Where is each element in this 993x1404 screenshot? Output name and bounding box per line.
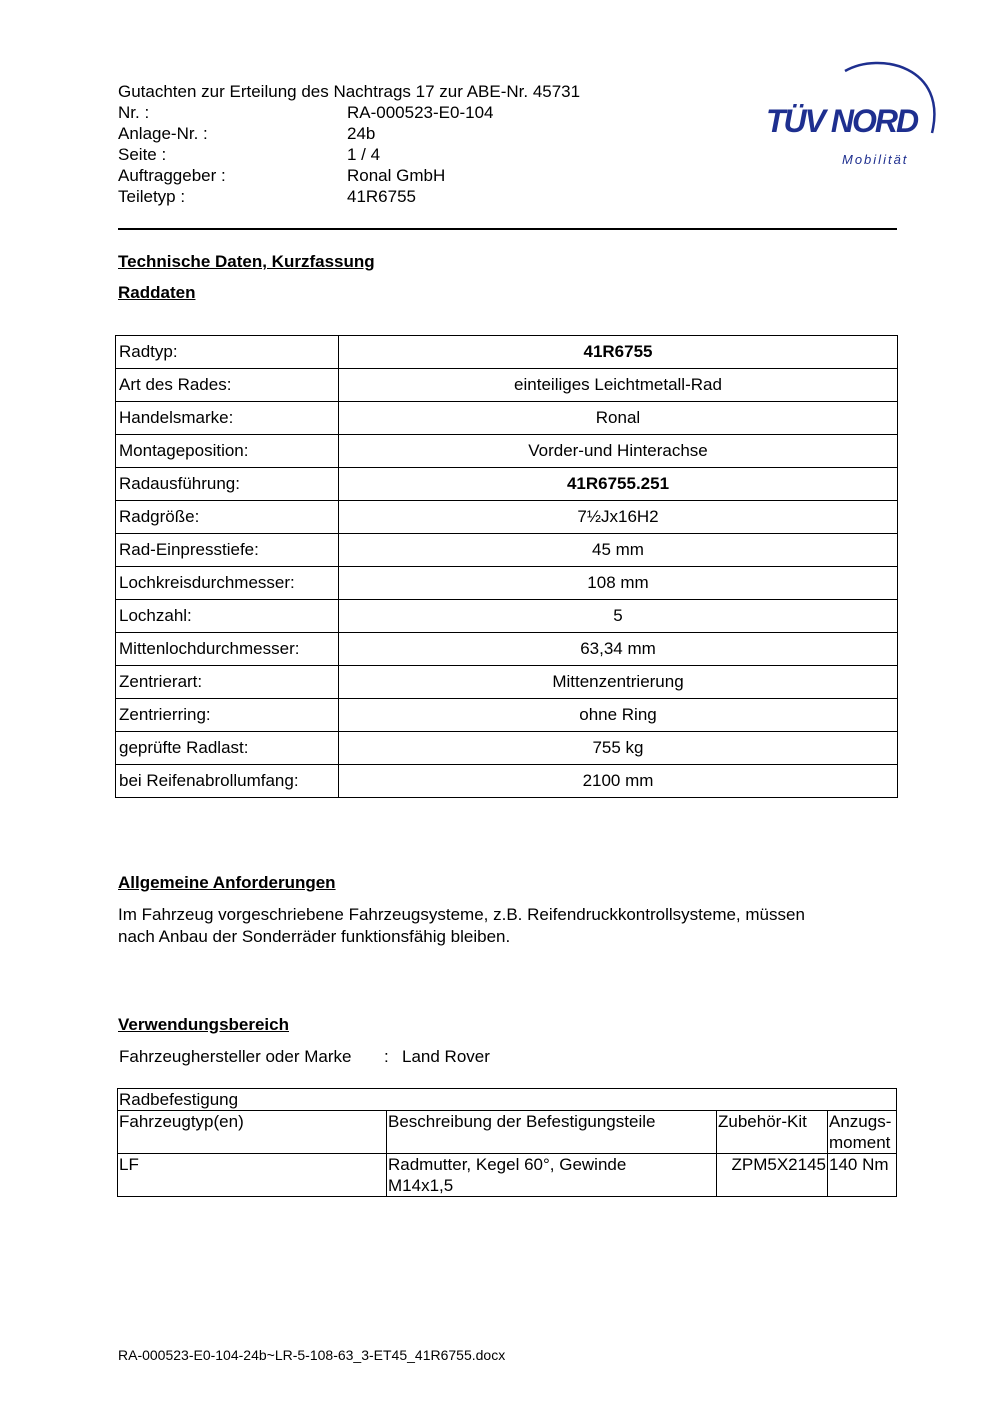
raddaten-label: geprüfte Radlast: — [116, 732, 339, 765]
raddaten-value: 7½Jx16H2 — [339, 501, 898, 534]
logo-subtitle: Mobilität — [842, 152, 909, 167]
raddaten-label: Lochzahl: — [116, 600, 339, 633]
raddaten-value: ohne Ring — [339, 699, 898, 732]
header-label-nr: Nr. : — [118, 103, 150, 122]
raddaten-value: 2100 mm — [339, 765, 898, 798]
header-value-auftraggeber: Ronal GmbH — [347, 166, 446, 185]
raddaten-value: 45 mm — [339, 534, 898, 567]
cell-beschreibung-line-1: Radmutter, Kegel 60°, Gewinde — [388, 1155, 627, 1174]
section-heading-verwendungsbereich: Verwendungsbereich — [118, 1015, 289, 1034]
raddaten-value: einteiliges Leichtmetall-Rad — [339, 369, 898, 402]
table-row — [116, 336, 898, 369]
header-value-seite: 1 / 4 — [347, 145, 381, 164]
manufacturer-separator: : — [384, 1047, 389, 1066]
table-row — [116, 369, 898, 402]
raddaten-value: 5 — [339, 600, 898, 633]
section-subheading-raddaten: Raddaten — [118, 283, 196, 302]
raddaten-value: 41R6755 — [339, 336, 898, 369]
raddaten-label: Mittenlochdurchmesser: — [116, 633, 339, 666]
tuev-nord-logo — [760, 55, 945, 175]
cell-beschreibung — [387, 1154, 717, 1197]
table-row — [116, 699, 898, 732]
document-title: Gutachten zur Erteilung des Nachtrags 17 zur ABE-Nr. 45731 — [118, 82, 581, 101]
header-value-anlage: 24b — [347, 124, 376, 143]
table-row — [116, 633, 898, 666]
manufacturer-label: Fahrzeughersteller oder Marke — [119, 1047, 352, 1066]
raddaten-value: 63,34 mm — [339, 633, 898, 666]
raddaten-label: Handelsmarke: — [116, 402, 339, 435]
manufacturer-value: Land Rover — [402, 1047, 490, 1066]
header-divider — [118, 228, 897, 230]
header-value-nr: RA-000523-E0-104 — [347, 103, 494, 122]
table-row — [116, 732, 898, 765]
table-row — [116, 765, 898, 798]
cell-fahrzeugtyp: LF — [118, 1154, 387, 1197]
anforderungen-text — [118, 904, 888, 948]
table-row — [116, 567, 898, 600]
raddaten-label: Radausführung: — [116, 468, 339, 501]
radbefestigung-title: Radbefestigung — [118, 1089, 897, 1111]
table-row — [116, 666, 898, 699]
table-row — [116, 468, 898, 501]
raddaten-label: Montageposition: — [116, 435, 339, 468]
col-header-anzugsmoment-line-2: moment — [829, 1133, 891, 1152]
table-row — [116, 600, 898, 633]
anforderungen-line-1: Im Fahrzeug vorgeschriebene Fahrzeugsysteme, z.B. Reifendruckkontrollsysteme, müssen — [118, 905, 805, 924]
header-label-seite: Seite : — [118, 145, 167, 164]
cell-anzugsmoment: 140 Nm — [828, 1154, 897, 1197]
raddaten-label: Zentrierart: — [116, 666, 339, 699]
section-heading-allgemeine-anforderungen: Allgemeine Anforderungen — [118, 873, 336, 892]
cell-beschreibung-line-2: M14x1,5 — [388, 1176, 454, 1195]
col-header-anzugsmoment-line-1: Anzugs- — [829, 1112, 892, 1131]
anforderungen-line-2: nach Anbau der Sonderräder funktionsfähig bleiben. — [118, 927, 511, 946]
header-label-anlage: Anlage-Nr. : — [118, 124, 208, 143]
section-heading-technische-daten: Technische Daten, Kurzfassung — [118, 252, 375, 271]
header-value-teiletyp: 41R6755 — [347, 187, 417, 206]
table-row — [116, 402, 898, 435]
table-row — [116, 534, 898, 567]
raddaten-value: Vorder-und Hinterachse — [339, 435, 898, 468]
raddaten-label: Rad-Einpresstiefe: — [116, 534, 339, 567]
cell-zubehoer-kit: ZPM5X2145 — [717, 1154, 828, 1197]
header-label-teiletyp: Teiletyp : — [118, 187, 186, 206]
table-row — [116, 501, 898, 534]
col-header-beschreibung: Beschreibung der Befestigungsteile — [387, 1111, 717, 1154]
logo-brand-text: TÜV NORD — [766, 103, 918, 139]
raddaten-value: 41R6755.251 — [339, 468, 898, 501]
raddaten-label: Radtyp: — [116, 336, 339, 369]
table-row — [118, 1154, 897, 1197]
raddaten-table — [115, 335, 898, 798]
raddaten-value: Ronal — [339, 402, 898, 435]
raddaten-value: 755 kg — [339, 732, 898, 765]
footer-filename: RA-000523-E0-104-24b~LR-5-108-63_3-ET45_41R6755.docx — [118, 1347, 506, 1363]
radbefestigung-table — [117, 1088, 897, 1197]
raddaten-label: Lochkreisdurchmesser: — [116, 567, 339, 600]
col-header-zubehoer-kit: Zubehör-Kit — [717, 1111, 828, 1154]
col-header-anzugsmoment — [828, 1111, 897, 1154]
header-label-auftraggeber: Auftraggeber : — [118, 166, 226, 185]
raddaten-value: 108 mm — [339, 567, 898, 600]
col-header-fahrzeugtyp: Fahrzeugtyp(en) — [118, 1111, 387, 1154]
raddaten-label: Radgröße: — [116, 501, 339, 534]
raddaten-label: Art des Rades: — [116, 369, 339, 402]
raddaten-label: Zentrierring: — [116, 699, 339, 732]
table-row — [116, 435, 898, 468]
raddaten-value: Mittenzentrierung — [339, 666, 898, 699]
raddaten-label: bei Reifenabrollumfang: — [116, 765, 339, 798]
